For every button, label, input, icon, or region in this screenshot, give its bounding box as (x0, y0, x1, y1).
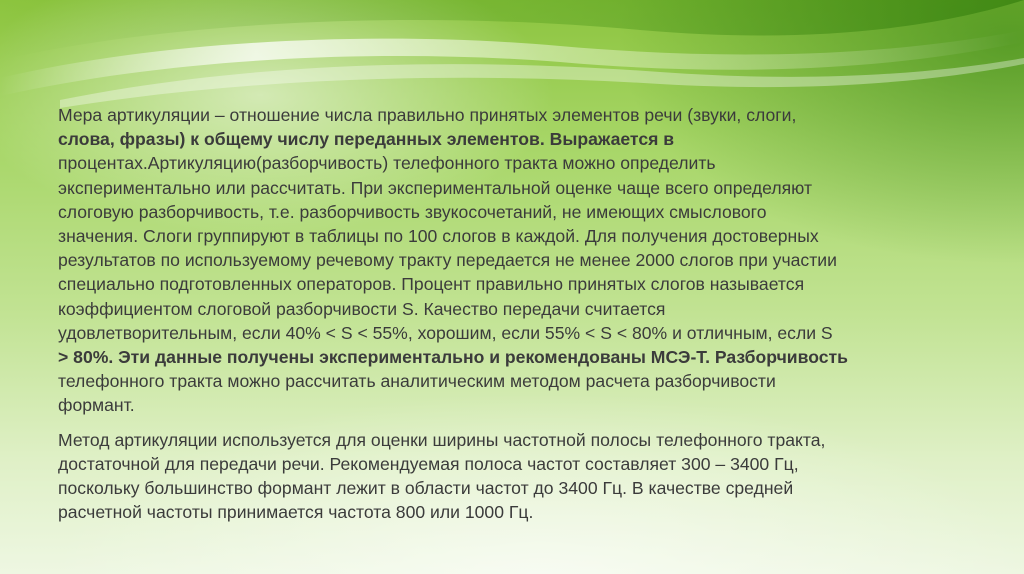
text-line: результатов по используемому речевому тракту передается не менее 2000 слогов при участии (58, 250, 837, 271)
text-line: достаточной для передачи речи. Рекомендуемая полоса частот составляет 300 – 3400 Гц, (58, 453, 799, 474)
paragraph-2 (58, 428, 968, 525)
text-line: удовлетворительным, если 40% < S < 55%, хорошим, если 55% < S < 80% и отличным, если S (58, 322, 833, 343)
slide-text-body (58, 103, 968, 534)
text-line: коэффициентом слоговой разборчивости S. Качество передачи считается (58, 298, 666, 319)
text-line: значения. Слоги группируют в таблицы по 100 слогов в каждой. Для получения достоверных (58, 226, 819, 247)
text-line: слоговую разборчивость, т.е. разборчивость звукосочетаний, не имеющих смыслового (58, 201, 767, 222)
text-line: Мера артикуляции – отношение числа правильно принятых элементов речи (звуки, слоги, (58, 105, 797, 125)
paragraph-1 (58, 103, 968, 418)
text-line: формант. (58, 395, 135, 416)
text-line: телефонного тракта можно рассчитать аналитическим методом расчета разборчивости (58, 371, 776, 392)
text-line: процентах.Артикуляцию(разборчивость) телефонного тракта можно определить (58, 153, 716, 174)
text-line: Метод артикуляции используется для оценки ширины частотной полосы телефонного тракта, (58, 429, 826, 450)
text-line: поскольку большинство формант лежит в области частот до 3400 Гц. В качестве средней (58, 478, 794, 499)
text-line: > 80%. Эти данные получены экспериментально и рекомендованы МСЭ-Т. Разборчивость (58, 347, 848, 368)
text-line: расчетной частоты принимается частота 800 или 1000 Гц. (58, 502, 534, 523)
text-line: слова, фразы) к общему числу переданных элементов. Выражается в (58, 129, 675, 150)
text-line: экспериментально или рассчитать. При экспериментальной оценке чаще всего определяют (58, 177, 813, 198)
text-line: специально подготовленных операторов. Процент правильно принятых слогов называется (58, 274, 805, 295)
